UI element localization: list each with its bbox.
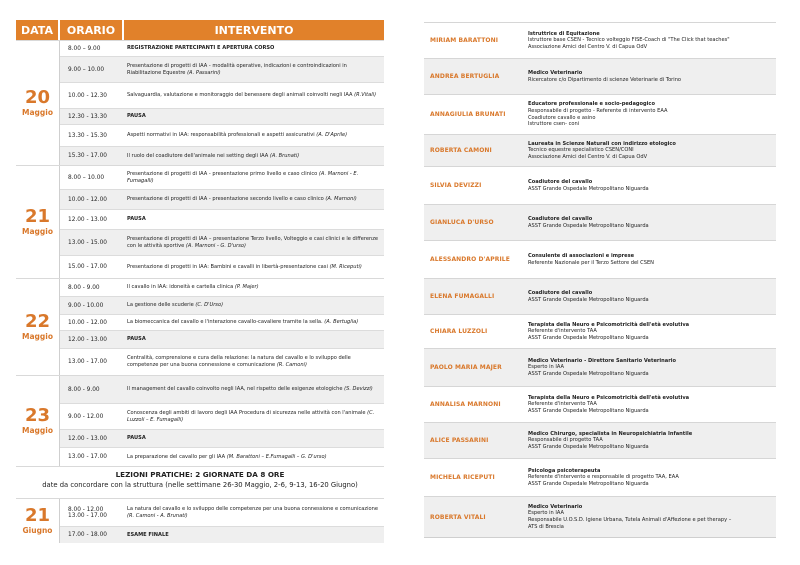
teacher-name: ROBERTA CAMONI [430, 147, 492, 154]
time-slot [60, 57, 124, 82]
intervento-desc: Presentazione di progetti di IAA – presentazione Terzo livello, Volteggio e casi clinici e le differenze con le attività sportive (A. Marnoni - G. D'urso) [127, 235, 379, 249]
teacher-role-line: Coadiutore del cavallo [528, 178, 593, 185]
teacher-role [528, 31, 776, 51]
teacher-role-line: Istruttrice di Equitazione [528, 30, 600, 37]
intervento-text [124, 499, 384, 526]
day-label [16, 499, 60, 543]
teacher-row [424, 134, 776, 166]
intervento-speaker: (M. Barattoni – E.Fumagalli – G. D'urso) [226, 453, 327, 460]
time-slot [60, 527, 124, 543]
teacher-role-line: ASST Grande Ospedale Metropolitano Niguarda [528, 185, 649, 192]
time-slot [60, 404, 124, 429]
intervento-speaker: (P. Majer) [234, 284, 259, 291]
teacher-role-line: ASST Grande Ospedale Metropolitano Niguarda [528, 370, 649, 377]
time-text: 9.00 - 10.00 [68, 302, 104, 309]
teacher-role [528, 101, 776, 127]
time-slot [60, 166, 124, 189]
intervento-text [124, 279, 384, 296]
time-slot [60, 430, 124, 447]
time-slot [60, 256, 124, 278]
day-month: Maggio [22, 227, 53, 236]
time-slot [60, 376, 124, 403]
pratiche-title: LEZIONI PRATICHE: 2 GIORNATE DA 8 ORE [115, 470, 285, 479]
teacher-row [424, 386, 776, 422]
intervento-desc: La biomeccanica del cavallo e l'interazione cavallo-cavaliere tramite la sella. (A. Bertuglia) [127, 319, 359, 326]
schedule-row [60, 297, 384, 315]
teacher-row [424, 422, 776, 458]
teacher-role-line: Coadiutore cavallo e asino [528, 114, 596, 121]
day-rows [60, 166, 384, 278]
teacher-role [528, 468, 776, 488]
intervento-text [124, 297, 384, 314]
schedule-row [60, 256, 384, 278]
intervento-desc: PAUSA [127, 336, 146, 343]
intervento-speaker: (A. Bertuglia) [324, 319, 359, 326]
day-block [16, 375, 384, 466]
teacher-row [424, 166, 776, 204]
day-number: 20 [24, 87, 51, 108]
intervento-desc: La natura del cavallo e lo sviluppo delle competenze per una buona connessione e comunicazione (R. Camoni - A. Brunati) [127, 505, 378, 519]
intervento-text [124, 166, 384, 189]
intervento-text [124, 125, 384, 146]
teacher-row [424, 240, 776, 278]
time-text: 15.00 - 17.00 [68, 264, 107, 270]
intervento-text [124, 190, 384, 209]
teacher-role-line: Responsabile di progetto TAA [528, 437, 603, 444]
schedule-header [16, 20, 384, 40]
intervento-text [124, 83, 384, 108]
intervento-speaker: (R. Camoni) [276, 362, 307, 368]
teacher-name: ANNAGIULIA BRUNATI [430, 111, 506, 118]
teacher-role-line: Responsabile di progetto - Referente di intervento EAA [528, 107, 668, 114]
teacher-role-line: Terapista della Neuro e Psicomotricità dell'età evolutiva [528, 394, 690, 401]
time-text: 12.00 - 13.00 [68, 216, 107, 223]
day-block [16, 498, 384, 543]
teacher-role [528, 322, 776, 342]
intervento-text [124, 57, 384, 82]
intervento-desc: PAUSA [127, 113, 146, 120]
teacher-role-line: Coadiutore del cavallo [528, 215, 593, 222]
time-slot [60, 41, 124, 56]
time-slot [60, 210, 124, 229]
day-block [16, 278, 384, 375]
day-rows [60, 499, 384, 543]
day-block [16, 40, 384, 165]
intervento-desc: Presentazione di progetti di IAA - modalità operative, indicazioni e controindicazioni in Riabilitazione Equestre (A. Passarini) [127, 62, 347, 76]
schedule-days [16, 40, 384, 466]
intervento-desc: Centralità, comprensione e cura della relazione: la natura del cavallo e lo sviluppo delle competenze per una buona connessione e comunicazione (R. Camoni) [127, 355, 351, 368]
teacher-row [424, 204, 776, 240]
intervento-text [124, 256, 384, 278]
teacher-role-line: Istruttore base CSEN - Tecnico volteggio FISE-Coach di "The Click that teaches" [528, 37, 730, 44]
intervento-desc: Il cavallo in IAA: idoneità e cartella clinica (P. Majer) [127, 284, 259, 291]
teacher-name: GIANLUCA D'URSO [430, 219, 494, 226]
teacher-role-line: Istruttore csen- coni [528, 121, 580, 128]
intervento-text [124, 147, 384, 165]
schedule-table [16, 20, 384, 543]
day-rows [60, 376, 384, 466]
day-number: 23 [24, 405, 51, 426]
time-slot [60, 448, 124, 466]
teacher-role [528, 141, 776, 161]
intervento-speaker: (A. Brunati) [269, 152, 300, 159]
day-label [16, 166, 60, 278]
teacher-role [528, 395, 776, 415]
schedule-row [60, 57, 384, 83]
teacher-role [528, 216, 776, 229]
teacher-name: MIRIAM BARATTONI [430, 37, 499, 44]
teacher-role [528, 179, 776, 192]
intervento-desc: PAUSA [127, 216, 146, 223]
teacher-name: PAOLO MARIA MAJER [430, 364, 502, 371]
time-slot [60, 315, 124, 330]
time-slot [60, 190, 124, 209]
intervento-desc: La preparazione del cavallo per gli IAA (M. Barattoni – E.Fumagalli – G. D'urso) [127, 453, 327, 460]
teacher-name: ELENA FUMAGALLI [430, 293, 495, 300]
teacher-role-line: Referente d'intervento TAA [528, 401, 597, 408]
teacher-row [424, 22, 776, 58]
teacher-role [528, 70, 776, 83]
schedule-row [60, 41, 384, 57]
intervento-desc: Presentazione di progetti di IAA - presentazione secondo livello e caso clinico (A. Marnoni) [127, 196, 357, 203]
schedule-row [60, 230, 384, 256]
schedule-row [60, 527, 384, 543]
teacher-role-line: ASST Grande Ospedale Metropolitano Niguarda [528, 480, 649, 487]
schedule-row [60, 83, 384, 109]
day-month: Maggio [22, 108, 53, 117]
teacher-name: ALICE PASSARINI [430, 437, 489, 444]
time-text: 15.30 - 17.00 [68, 153, 107, 159]
teacher-role-line: Terapista della Neuro e Psicomotricità dell'età evolutiva [528, 321, 690, 328]
time-text: 13.00 - 17.00 [68, 512, 107, 519]
intervento-desc: Salvaguardia, valutazione e monitoraggio del benessere degli animali coinvolti negli IAA (R.Vitali) [127, 92, 377, 99]
teacher-name: ROBERTA VITALI [430, 513, 486, 521]
intervento-text [124, 527, 384, 543]
intervento-desc: Conoscenza degli ambiti di lavoro degli IAA Procedura di sicurezza nelle attività con l'animale (C. Luzzoli – E. Fumagalli) [127, 409, 375, 423]
intervento-speaker: (A. Marnoni) [325, 196, 357, 203]
teacher-role [528, 431, 776, 451]
teacher-role-line: Associazione Amici del Centro V. di Capua OdV [528, 43, 648, 50]
teacher-name: ALESSANDRO D'APRILE [430, 256, 510, 263]
time-text: 12.30 - 13.30 [68, 113, 107, 120]
schedule-row [60, 349, 384, 375]
intervento-desc: Presentazione di progetti di IAA - presentazione primo livello e caso clinico (A. Marnoni - E. Fumagalli) [127, 170, 359, 184]
teacher-role-line: Referente d'intervento TAA [528, 328, 597, 335]
intervento-speaker: (A. D'Aprile) [316, 132, 348, 139]
intervento-text [124, 331, 384, 348]
schedule-row [60, 279, 384, 297]
teacher-role [528, 290, 776, 303]
day-number: 21 [24, 505, 51, 526]
schedule-row [60, 166, 384, 190]
teacher-role-line: Consulente di associazioni e imprese [528, 252, 635, 259]
time-slot [60, 230, 124, 255]
teacher-name: CHIARA LUZZOLI [430, 328, 488, 335]
teacher-role-line: Coadiutore del cavallo [528, 289, 593, 296]
teacher-row [424, 58, 776, 94]
teacher-role-line: Medico Veterinario [528, 503, 583, 510]
schedule-row [60, 430, 384, 448]
teacher-name: SILVIA DEVIZZI [430, 182, 482, 189]
day-month: Maggio [22, 426, 53, 435]
time-slot [60, 331, 124, 348]
time-text: 13.00 - 17.00 [68, 454, 107, 460]
teacher-role-line: Esperto in IAA [528, 364, 564, 371]
schedule-row [60, 448, 384, 466]
intervento-text [124, 376, 384, 403]
time-text: 8.00 – 10.00 [68, 174, 105, 181]
teacher-role-line: Laureata in Scienze Naturali con indirizzo etologico [528, 140, 676, 147]
teacher-role-line: Tecnico equestre specialistico CSEN/CONI [528, 147, 634, 154]
intervento-text [124, 210, 384, 229]
intervento-text [124, 448, 384, 466]
time-text: 10.00 - 12.00 [68, 196, 107, 203]
final-day [16, 498, 384, 543]
teacher-role-line: Responsabile U.O.S.D. Igiene Urbana, Tutela Animali d'Affezione e pet therapy – [528, 517, 732, 523]
day-number: 21 [24, 206, 51, 227]
time-text: 10.00 - 12.30 [68, 92, 107, 99]
time-slot [60, 279, 124, 296]
time-text: 17.00 - 18.00 [68, 532, 107, 538]
day-label [16, 279, 60, 375]
teacher-row [424, 94, 776, 134]
teacher-role-line: Medico Veterinario - Direttore Sanitario Veterinario [528, 357, 676, 364]
time-text: 13.00 - 17.00 [68, 359, 107, 365]
intervento-speaker: (A. Passarini) [187, 69, 221, 76]
intervento-speaker: (M. Riceputi) [329, 263, 362, 270]
intervento-speaker: (A. Marnoni - G. D'urso) [185, 242, 246, 249]
intervento-text [124, 349, 384, 375]
time-text: 8.00 - 9.00 [68, 284, 100, 291]
teacher-role-line: Referente Nazionale per il Terzo Settore del CSEN [528, 259, 654, 266]
day-number: 22 [24, 311, 51, 332]
intervento-desc: ESAME FINALE [127, 531, 169, 538]
time-text: 13.00 - 15.00 [68, 239, 107, 246]
time-slot [60, 109, 124, 124]
day-month: Maggio [22, 332, 53, 341]
time-slot [60, 83, 124, 108]
teacher-role-line: Esperto in IAA [528, 510, 564, 517]
intervento-speaker: (C. Luzzoli – E. Fumagalli) [127, 409, 375, 423]
intervento-desc: Il management del cavallo coinvolto negli IAA, nel rispetto delle esigenze etologiche (S. Devizzi) [127, 386, 373, 393]
intervento-desc: Aspetti normativi in IAA: responsabilità professionali e aspetti assicurativi (A. D'Aprile) [127, 132, 348, 139]
teacher-row [424, 314, 776, 348]
teacher-role-line: Associazione Amici del Centro V. di Capua OdV [528, 153, 648, 160]
teacher-role-line: ASST Grande Ospedale Metropolitano Niguarda [528, 443, 649, 450]
teachers-list [424, 22, 776, 538]
time-text: 8.00 – 9.00 [68, 45, 101, 52]
teacher-role-line: Medico Chirurgo, specialista in Neuropsichiatria Infantile [528, 430, 693, 437]
day-block [16, 165, 384, 278]
schedule-row [60, 404, 384, 430]
schedule-row [60, 190, 384, 210]
time-text: 8.00 - 9.00 [68, 386, 100, 393]
teacher-role [528, 253, 776, 266]
teacher-role-line: Ricercatore c/o Dipartimento di scienze Veterinarie di Torino [528, 76, 682, 83]
time-slot [60, 349, 124, 375]
intervento-speaker: (C. D'Urso) [195, 302, 224, 309]
time-text: 12.00 - 13.00 [68, 336, 107, 343]
intervento-text [124, 404, 384, 429]
teacher-role-line: Medico Veterinario [528, 69, 583, 76]
time-text: 10.00 - 12.00 [68, 319, 107, 326]
teacher-name: ANNALISA MARNONI [430, 401, 501, 408]
time-text: 8.00 - 12.00 [68, 506, 104, 513]
teacher-role-line: Referente d'intervento e responsabile di progetto TAA, EAA [528, 474, 679, 481]
teacher-role-line: Psicologa psicoterapeuta [528, 467, 601, 474]
time-slot [60, 147, 124, 165]
header-intervento: INTERVENTO [214, 23, 294, 37]
schedule-row [60, 376, 384, 404]
teacher-role-line: ASST Grande Ospedale Metropolitano Niguarda [528, 222, 649, 229]
teacher-row [424, 348, 776, 386]
teacher-role-line: ASST Grande Ospedale Metropolitano Niguarda [528, 334, 649, 341]
intervento-speaker: (S. Devizzi) [344, 386, 373, 393]
intervento-text [124, 315, 384, 330]
intervento-desc: REGISTRAZIONE PARTECIPANTI E APERTURA CORSO [127, 45, 275, 52]
teacher-role-line: ATS di Brescia [528, 523, 564, 530]
lezioni-pratiche [16, 466, 384, 498]
teacher-name: ANDREA BERTUGLIA [430, 73, 500, 80]
intervento-speaker: (R. Camoni - A. Brunati) [127, 512, 188, 519]
teacher-role-line: ASST Grande Ospedale Metropolitano Niguarda [528, 407, 649, 414]
intervento-text [124, 41, 384, 56]
intervento-text [124, 430, 384, 447]
teacher-role-line: ASST Grande Ospedale Metropolitano Niguarda [528, 296, 649, 303]
teacher-row [424, 496, 776, 538]
header-orario: ORARIO [60, 20, 124, 40]
day-label [16, 41, 60, 165]
teacher-row [424, 278, 776, 314]
schedule-row [60, 331, 384, 349]
intervento-text [124, 230, 384, 255]
schedule-row [60, 499, 384, 527]
intervento-speaker: (R.Vitali) [354, 92, 377, 99]
time-text: 13.30 - 15.30 [68, 132, 107, 139]
day-month: Giugno [22, 526, 53, 535]
time-text: 9.00 - 12.00 [68, 413, 104, 420]
time-slot [60, 297, 124, 314]
teacher-name: MICHELA RICEPUTI [430, 474, 495, 481]
intervento-desc: La gestione delle scuderie (C. D'Urso) [127, 302, 224, 309]
day-rows [60, 41, 384, 165]
time-slot [60, 125, 124, 146]
schedule-row [60, 315, 384, 331]
teacher-role-line: Educatore professionale e socio-pedagogico [528, 101, 655, 108]
schedule-row [60, 109, 384, 125]
day-label [16, 376, 60, 466]
pratiche-subtitle: date da concordare con la struttura (nelle settimane 26-30 Maggio, 2-6, 9-13, 16-20 Giugno) [42, 481, 358, 489]
intervento-speaker: (A. Marnoni - E. Fumagalli) [127, 170, 359, 184]
teacher-row [424, 458, 776, 496]
intervento-desc: Il ruolo del coadiutore dell'animale nei setting degli IAA (A. Brunati) [127, 152, 300, 159]
schedule-row [60, 210, 384, 230]
header-data: DATA [16, 20, 60, 40]
schedule-row [60, 147, 384, 165]
intervento-text [124, 109, 384, 124]
time-text: 12.00 - 13.00 [68, 435, 107, 442]
intervento-desc: PAUSA [127, 435, 146, 442]
time-slot [60, 499, 124, 526]
teacher-role [528, 358, 776, 378]
teacher-role [528, 504, 776, 530]
schedule-row [60, 125, 384, 147]
time-text: 9.00 – 10.00 [68, 66, 105, 73]
intervento-desc: Presentazione di progetti in IAA: Bambini e cavalli in libertà-presentazione casi (M. Riceputi) [127, 263, 362, 270]
day-rows [60, 279, 384, 375]
